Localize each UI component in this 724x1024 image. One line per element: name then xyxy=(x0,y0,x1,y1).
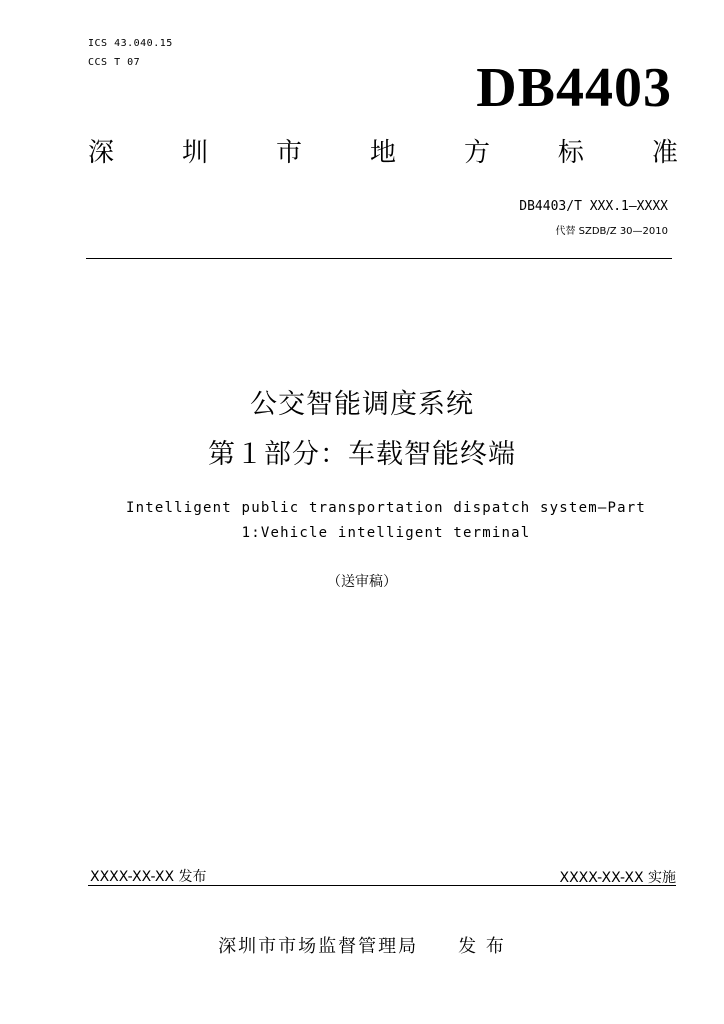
footer-divider xyxy=(88,885,676,886)
title-main: 公交智能调度系统 xyxy=(250,389,474,420)
title-part: 第１部分：车载智能终端 xyxy=(208,439,516,470)
header-divider xyxy=(86,258,672,259)
org-title-char: 圳 xyxy=(181,138,208,168)
org-title-char: 市 xyxy=(275,138,302,168)
db-code-logo: DB4403 xyxy=(476,57,672,119)
issuer-line xyxy=(0,932,724,958)
issuer-name: 深圳市市场监督管理局 xyxy=(218,936,419,957)
ics-code: ICS 43.040.15 xyxy=(88,38,173,49)
ccs-code: CCS T 07 xyxy=(88,57,141,68)
issue-date: XXXX-XX-XX 发布 xyxy=(90,869,207,885)
org-title-char: 地 xyxy=(369,138,396,168)
org-title-char: 标 xyxy=(557,138,584,168)
issue-word: 发 布 xyxy=(458,936,506,957)
draft-status: （送审稿） xyxy=(327,574,397,590)
org-title xyxy=(88,140,678,166)
org-title-char: 准 xyxy=(651,138,678,168)
replaces-standard: 代替 SZDB/Z 30—2010 xyxy=(555,226,668,237)
org-title-char: 深 xyxy=(88,138,115,168)
standard-number: DB4403/T XXX.1—XXXX xyxy=(519,199,668,214)
english-title: Intelligent public transportation dispatch system—Part 1:Vehicle intelligent terminal xyxy=(126,500,646,541)
implementation-date: XXXX-XX-XX 实施 xyxy=(559,870,676,886)
org-title-char: 方 xyxy=(463,138,490,168)
